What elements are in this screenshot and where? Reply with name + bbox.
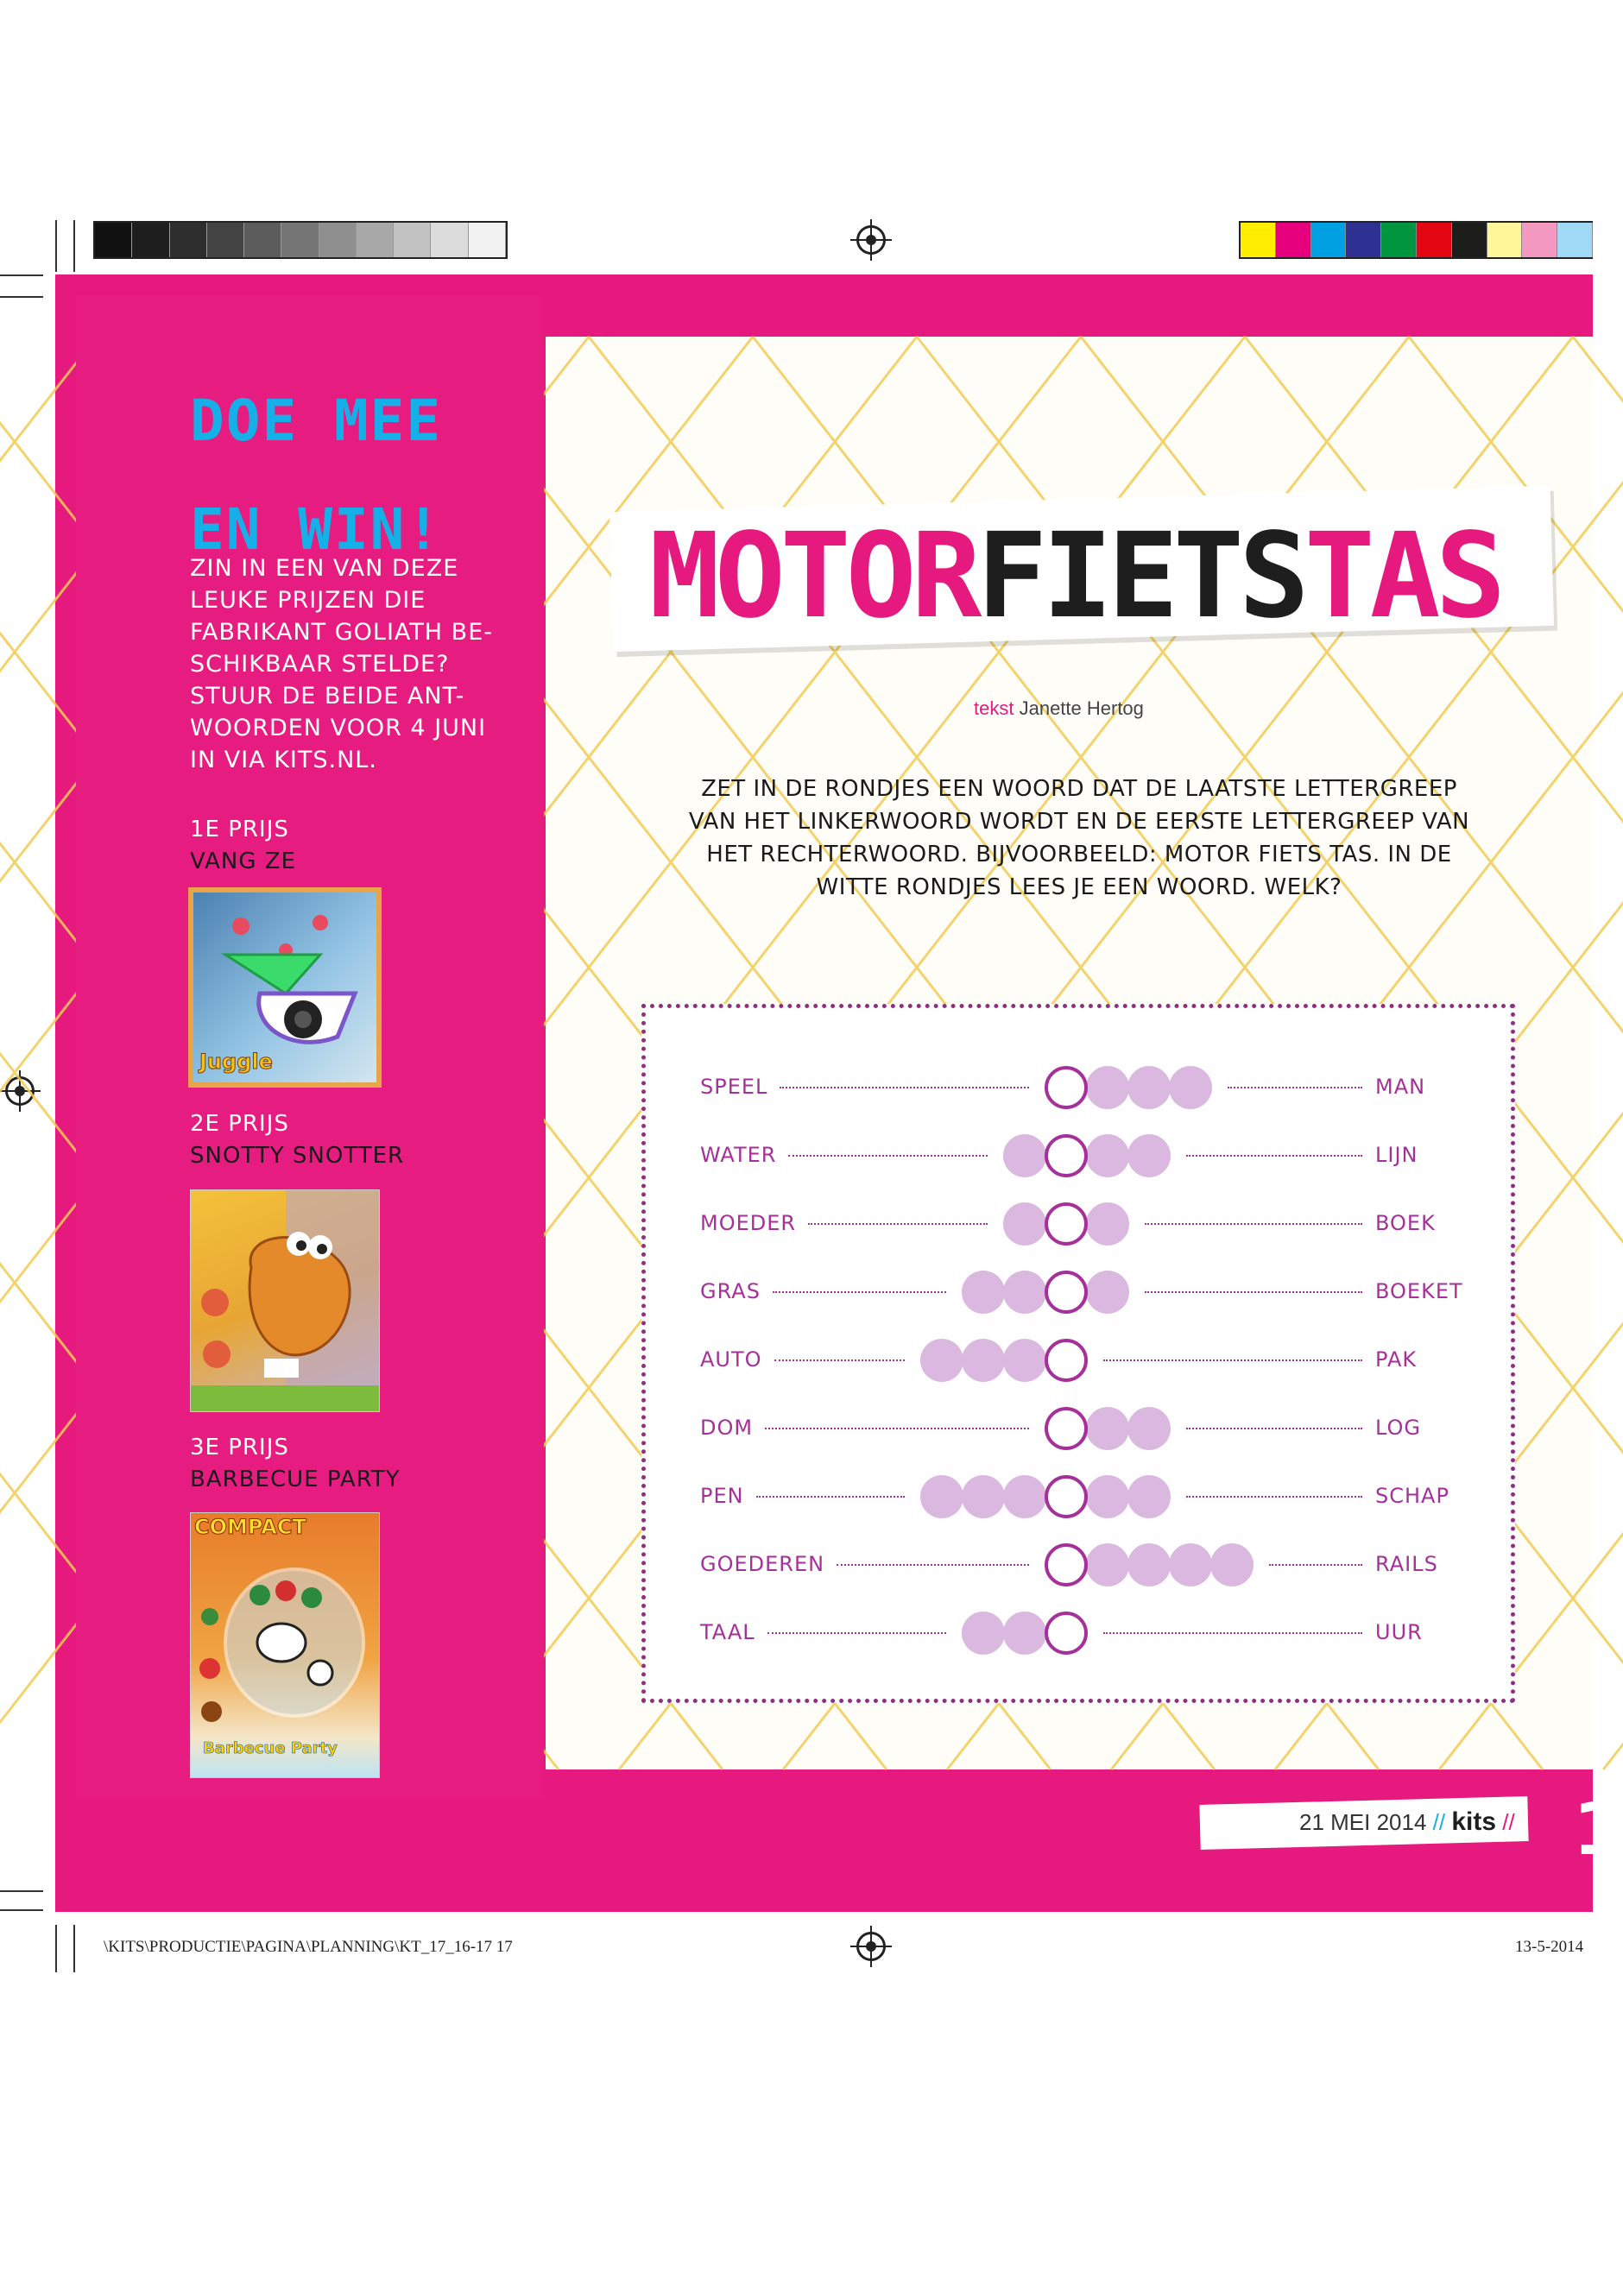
title-part-2: FIETS [976, 508, 1304, 645]
prize-3 [190, 1432, 401, 1496]
prize-name: VANG ZE [190, 848, 297, 874]
answer-circle [1086, 1407, 1129, 1450]
puzzle-row [646, 1134, 1511, 1177]
dotted-leader [767, 1632, 946, 1634]
dotted-leader [1145, 1291, 1362, 1293]
dotted-leader [1186, 1428, 1362, 1429]
left-word: PEN [700, 1484, 744, 1508]
answer-circle [1003, 1202, 1046, 1246]
answer-circle [1127, 1543, 1171, 1586]
crop-mark [73, 220, 75, 272]
intro-line: WOORDEN VOOR 4 JUNI [190, 715, 487, 741]
answer-circle [920, 1339, 963, 1382]
prize-1 [190, 814, 296, 878]
answer-circle [1086, 1202, 1129, 1246]
dotted-leader [837, 1564, 1029, 1566]
prize-rank: 2E PRIJS [190, 1111, 289, 1137]
slash-divider: // [1502, 1809, 1515, 1835]
title-part-3: TAS [1304, 508, 1501, 645]
left-word: AUTO [700, 1347, 762, 1372]
prize-2 [190, 1108, 404, 1172]
dotted-leader [774, 1359, 905, 1361]
intro-line: STUUR DE BEIDE ANT- [190, 683, 465, 710]
answer-circle [962, 1271, 1005, 1314]
answer-circle [1127, 1407, 1171, 1450]
prize-name: SNOTTY SNOTTER [190, 1143, 405, 1169]
answer-circle-white [1045, 1543, 1088, 1586]
dotted-leader [808, 1223, 988, 1225]
puzzle-row [646, 1543, 1511, 1586]
instruction-line: ZET IN DE RONDJES EEN WOORD DAT DE LAATSTE LETTERGREEP [701, 776, 1457, 802]
answer-circle-white [1045, 1066, 1088, 1109]
page-title [649, 508, 1501, 645]
answer-circle [1169, 1543, 1212, 1586]
right-word: PAK [1375, 1347, 1418, 1372]
answer-circle-white [1045, 1612, 1088, 1655]
contest-intro [190, 552, 493, 776]
answer-circle-white [1045, 1407, 1088, 1450]
answer-circle [1003, 1612, 1046, 1655]
answer-circle [1003, 1134, 1046, 1177]
left-word: GRAS [700, 1279, 761, 1303]
dotted-leader [1228, 1087, 1362, 1088]
puzzle-row [646, 1339, 1511, 1382]
answer-circle [1086, 1066, 1129, 1109]
right-word: BOEKET [1375, 1279, 1463, 1303]
answer-circle [1003, 1339, 1046, 1382]
answer-circle [1086, 1543, 1129, 1586]
answer-circle [1003, 1475, 1046, 1518]
right-word: RAILS [1375, 1552, 1438, 1576]
crop-mark [55, 1925, 57, 1972]
answer-circle-white [1045, 1134, 1088, 1177]
intro-line: SCHIKBAAR STELDE? [190, 651, 450, 678]
prize-box-text: Juggle [199, 1050, 273, 1074]
answer-circle [1086, 1134, 1129, 1177]
dotted-leader [773, 1291, 946, 1293]
left-word: MOEDER [700, 1211, 797, 1235]
prize-2-image [190, 1189, 380, 1412]
registration-mark-icon [856, 1932, 886, 1961]
instruction-line: WITTE RONDJES LEES JE EEN WOORD. WELK? [816, 874, 1342, 900]
left-word: TAAL [700, 1620, 755, 1644]
left-word: WATER [700, 1143, 777, 1167]
headline-line-1: DOE MEE [190, 388, 443, 454]
crop-mark [0, 1909, 43, 1911]
word-puzzle [641, 1004, 1515, 1703]
prize-3-image [190, 1512, 380, 1778]
dotted-leader [756, 1496, 905, 1498]
puzzle-row [646, 1271, 1511, 1314]
byline-author: Janette Hertog [1019, 697, 1144, 719]
answer-circle [1086, 1475, 1129, 1518]
instruction-line: VAN HET LINKERWOORD WORDT EN DE EERSTE LETTERGREEP VAN [688, 809, 1470, 835]
answer-circle-white [1045, 1271, 1088, 1314]
intro-line: ZIN IN EEN VAN DEZE [190, 555, 459, 582]
instruction-line: HET RECHTERWOORD. BIJVOORBEELD: MOTOR FIETS TAS. IN DE [706, 842, 1452, 867]
dotted-leader [788, 1155, 988, 1157]
dotted-leader [1103, 1359, 1362, 1361]
grayscale-control-strip [93, 221, 508, 259]
dotted-leader [765, 1428, 1029, 1429]
dotted-leader [1269, 1564, 1362, 1566]
intro-line: FABRIKANT GOLIATH BE- [190, 619, 493, 646]
registration-mark-icon [856, 225, 886, 255]
print-file-path: \KITS\PRODUCTIE\PAGINA\PLANNING\KT_17_16-17 17 [104, 1938, 513, 1956]
issue-date: 21 MEI 2014 [1299, 1809, 1427, 1835]
answer-circle [1127, 1134, 1171, 1177]
puzzle-row [646, 1475, 1511, 1518]
dotted-leader [1186, 1496, 1362, 1498]
puzzle-row [646, 1066, 1511, 1109]
right-word: MAN [1375, 1075, 1426, 1099]
prize-box-text: COMPACT [194, 1515, 306, 1539]
answer-circle [1169, 1066, 1212, 1109]
answer-circle [1127, 1475, 1171, 1518]
title-part-1: MOTOR [649, 508, 977, 645]
color-control-strip [1239, 221, 1593, 259]
crop-mark [0, 274, 43, 276]
crop-mark [73, 1925, 75, 1972]
intro-line: IN VIA KITS.NL. [190, 747, 377, 773]
right-word: LOG [1375, 1416, 1422, 1440]
puzzle-row [646, 1612, 1511, 1655]
intro-line: LEUKE PRIJZEN DIE [190, 587, 426, 614]
right-word: UUR [1375, 1620, 1423, 1644]
prize-rank: 3E PRIJS [190, 1435, 289, 1460]
byline-label: tekst [974, 697, 1014, 719]
prize-rank: 1E PRIJS [190, 817, 289, 842]
print-date: 13-5-2014 [1515, 1938, 1584, 1956]
answer-circle [1086, 1271, 1129, 1314]
answer-circle [1210, 1543, 1254, 1586]
left-word: SPEEL [700, 1075, 768, 1099]
answer-circle [1003, 1271, 1046, 1314]
dotted-leader [1145, 1223, 1362, 1225]
answer-circle [962, 1339, 1005, 1382]
right-word: SCHAP [1375, 1484, 1449, 1508]
prize-name: BARBECUE PARTY [190, 1467, 401, 1492]
crop-mark [0, 1890, 43, 1892]
right-word: BOEK [1375, 1211, 1436, 1235]
puzzle-instructions [639, 773, 1519, 904]
left-word: DOM [700, 1416, 754, 1440]
brand-logo: kits [1451, 1807, 1497, 1836]
answer-circle-white [1045, 1202, 1088, 1246]
answer-circle [1127, 1066, 1171, 1109]
left-word: GOEDEREN [700, 1552, 825, 1576]
page-number: 1 [1573, 1787, 1623, 1871]
answer-circle [962, 1475, 1005, 1518]
answer-circle [962, 1612, 1005, 1655]
footer-issue [1299, 1807, 1515, 1837]
right-word: LIJN [1375, 1143, 1418, 1167]
prize-box-text: Barbecue Party [203, 1739, 338, 1757]
crop-mark [55, 220, 57, 272]
puzzle-row [646, 1202, 1511, 1246]
answer-circle-white [1045, 1339, 1088, 1382]
dotted-leader [780, 1087, 1029, 1088]
slash-divider: // [1432, 1809, 1446, 1835]
byline [974, 697, 1144, 720]
prize-1-image [190, 889, 380, 1086]
dotted-leader [1186, 1155, 1362, 1157]
answer-circle [920, 1475, 963, 1518]
dotted-leader [1103, 1632, 1362, 1634]
headline-line-2: EN WIN! [190, 496, 443, 563]
puzzle-row [646, 1407, 1511, 1450]
answer-circle-white [1045, 1475, 1088, 1518]
crop-mark [0, 296, 43, 298]
